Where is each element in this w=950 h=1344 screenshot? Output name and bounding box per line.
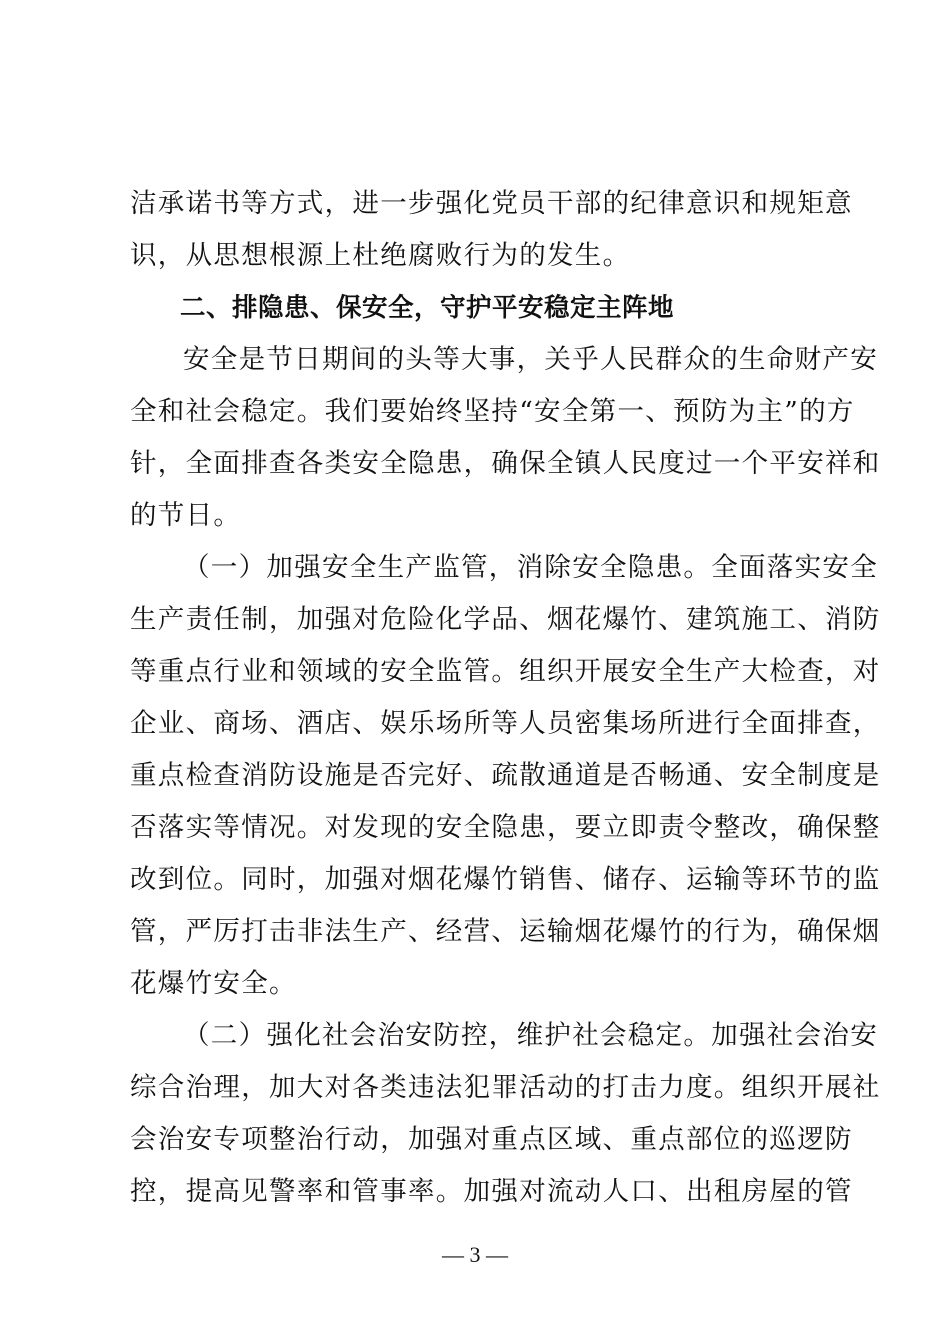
text-line: 生产责任制，加强对危险化学品、烟花爆竹、建筑施工、消防 (130, 604, 881, 635)
text-line: 综合治理，加大对各类违法犯罪活动的打击力度。组织开展社 (130, 1072, 881, 1103)
text-line: 否落实等情况。对发现的安全隐患，要立即责令整改，确保整 (130, 812, 881, 843)
text-line: 会治安专项整治行动，加强对重点区域、重点部位的巡逻防 (130, 1124, 853, 1155)
text-line: 企业、商场、酒店、娱乐场所等人员密集场所进行全面排查， (130, 708, 881, 739)
text-line: 洁承诺书等方式，进一步强化党员干部的纪律意识和规矩意 (130, 188, 853, 219)
text-line: 安全是节日期间的头等大事，关乎人民群众的生命财产安 (183, 344, 878, 375)
text-line: （二）强化社会治安防控，维护社会稳定。加强社会治安 (183, 1020, 878, 1051)
text-line: 全和社会稳定。我们要始终坚持“安全第一、预防为主”的方 (130, 396, 855, 427)
text-line: 识，从思想根源上杜绝腐败行为的发生。 (130, 240, 631, 271)
text-line: 改到位。同时，加强对烟花爆竹销售、储存、运输等环节的监 (130, 864, 881, 895)
page-number: — 3 — (442, 1242, 508, 1267)
text-line: 管，严厉打击非法生产、经营、运输烟花爆竹的行为，确保烟 (130, 916, 881, 947)
text-line: （一）加强安全生产监管，消除安全隐患。全面落实安全 (183, 552, 878, 583)
text-line: 针，全面排查各类安全隐患，确保全镇人民度过一个平安祥和 (130, 448, 881, 479)
text-line: 花爆竹安全。 (130, 968, 297, 999)
text-line: 控，提高见警率和管事率。加强对流动人口、出租房屋的管 (130, 1176, 853, 1207)
text-line: 的节日。 (130, 500, 242, 531)
section-heading: 二、排隐患、保安全，守护平安稳定主阵地 (180, 293, 675, 323)
text-line: 重点检查消防设施是否完好、疏散通道是否畅通、安全制度是 (130, 760, 881, 791)
text-line: 等重点行业和领域的安全监管。组织开展安全生产大检查，对 (130, 656, 881, 687)
